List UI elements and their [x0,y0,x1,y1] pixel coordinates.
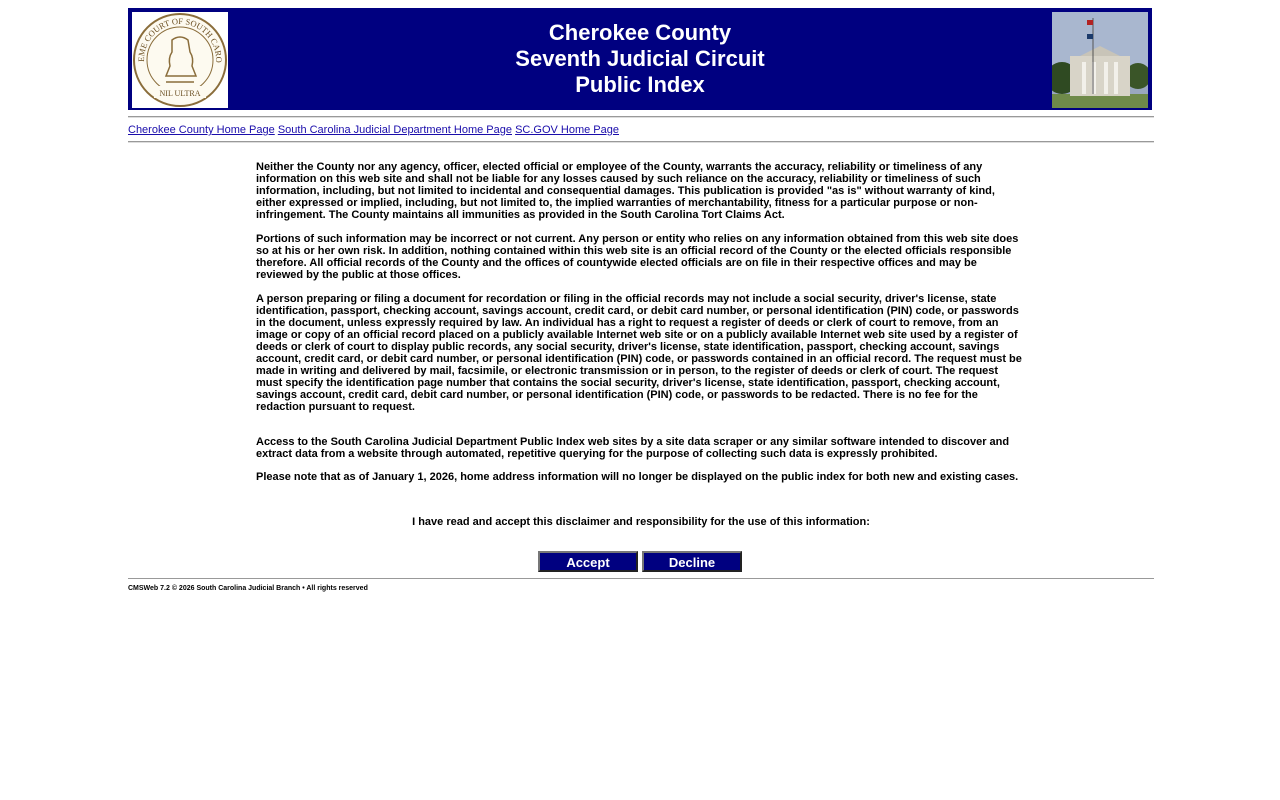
disclaimer-paragraph-accuracy: Portions of such information may be incorrect or not current. Any person or entity who relies on any information obtained from this web site does so at his or her own risk. In addition, nothing contained within this web site is an official record of the County or the elected officials responsible therefore. All official records of the County and the offices of countywide elected officials are on file in their respective offices and may be reviewed by the public at those offices. [256,233,1019,281]
page-wrapper [128,8,1154,592]
link-cherokee-county-home[interactable]: Cherokee County Home Page [128,124,275,136]
disclaimer-paragraph-address-notice: Please note that as of January 1, 2026, home address information will no longer be displayed on the public index for both new and existing cases. [256,471,1019,483]
divider-nav [128,141,1154,143]
svg-text:NIL ULTRA: NIL ULTRA [159,89,201,98]
footer-copyright: CMSWeb 7.2 © 2026 South Carolina Judicial Branch • All rights reserved [128,585,368,592]
title-county: Cherokee County [548,20,732,45]
courthouse-photo [1052,12,1148,108]
seal-icon [132,12,228,108]
divider-top [128,116,1154,118]
link-sc-gov-home[interactable]: SC.GOV Home Page [515,124,619,136]
disclaimer-paragraph-redaction: A person preparing or filing a document for recordation or filing in the official records may not include a social security, driver's license, state identification, passport, checking account, savings account, credit card, or debit card number, or personal identification (PIN) code, or passwords in the document, unless expressly required by law. An individual has a right to request a register of deeds or clerk of court to remove, from an image or copy of an official record placed on a publicly available Internet web site or on a publicly available Internet web site used by a register of deeds or clerk of court to display public records, any social security, driver's license, state identification, passport, checking account, savings account, credit card, or debit card number, or personal identification (PIN) code, or passwords contained in an official record. The request must be made in writing and delivered by mail, facsimile, or electronic transmission or in person, to the register of deeds or clerk of court. The request must specify the identification page number that contains the social security, driver's license, state identification, passport, checking account, savings account, credit card, debit card number, or personal identification (PIN) code, or passwords to be redacted. There is no fee for the redaction pursuant to request. [256,293,1022,413]
header-banner [128,8,1152,110]
accept-button[interactable]: Accept [538,551,638,572]
supreme-court-seal [132,12,228,108]
nav-links [128,123,619,137]
divider-footer [128,578,1154,579]
svg-text:SUPREME COURT OF SOUTH CAROLIN: EME COURT OF SOUTH CARO [135,15,225,63]
link-sc-judicial-department-home[interactable]: South Carolina Judicial Department Home Page [277,124,512,136]
title-circuit: Seventh Judicial Circuit [515,46,765,71]
page-title [230,20,1050,98]
courthouse-image-icon [1052,12,1148,108]
disclaimer-paragraph-scraping: Access to the South Carolina Judicial Department Public Index web sites by a site data scraper or any similar software intended to discover and extract data from a website through automated, repetitive querying for the purpose of collecting such data is expressly prohibited. [256,436,1010,460]
decline-button[interactable]: Decline [642,551,742,572]
title-index: Public Index [575,72,705,97]
accept-prompt: I have read and accept this disclaimer and responsibility for the use of this information: [412,516,870,528]
disclaimer-paragraph-warranty: Neither the County nor any agency, officer, elected official or employee of the County, warrants the accuracy, reliability or timeliness of any information on this web site and shall not be liable for any losses caused by such reliance on the accuracy, reliability or timeliness of such information, including, but not limited to incidental and consequential damages. This publication is provided "as is" without warranty of kind, either expressed or implied, including, but not limited to, the implied warranties of merchantability, fitness for a particular purpose or non-infringement. The County maintains all immunities as provided in the South Carolina Tort Claims Act. [256,161,995,221]
